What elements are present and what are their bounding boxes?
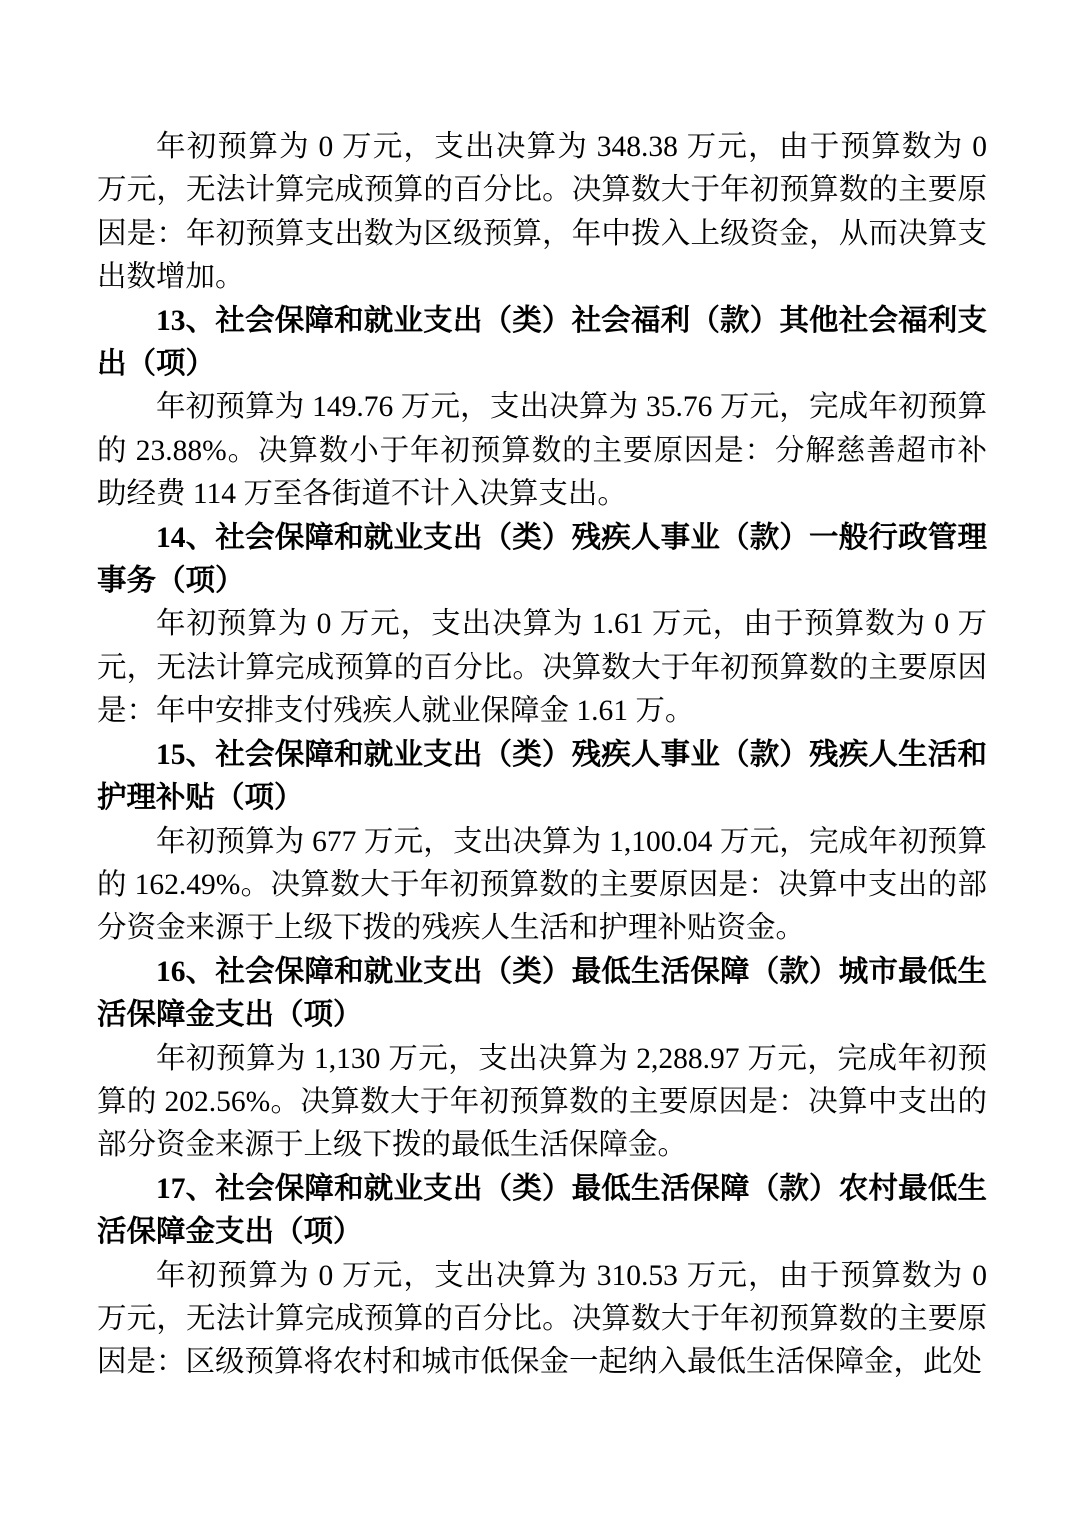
budget-paragraph-item16-detail: 年初预算为 1,130 万元，支出决算为 2,288.97 万元，完成年初预算的 202.56%。决算数大于年初预算数的主要原因是：决算中支出的部分资金来源于上级下拨的最低生活保障金。 <box>97 1042 987 1162</box>
document-body <box>97 126 987 1385</box>
section-heading-17: 17、社会保障和就业支出（类）最低生活保障（款）农村最低生活保障金支出（项） <box>97 1172 987 1249</box>
budget-paragraph-item13-detail: 年初预算为 149.76 万元，支出决算为 35.76 万元，完成年初预算的 23.88%。决算数小于年初预算数的主要原因是：分解慈善超市补助经费 114 万至各街道不计入决算支出。 <box>97 391 987 511</box>
section-heading-14: 14、社会保障和就业支出（类）残疾人事业（款）一般行政管理事务（项） <box>97 521 987 598</box>
section-heading-16: 16、社会保障和就业支出（类）最低生活保障（款）城市最低生活保障金支出（项） <box>97 955 987 1032</box>
budget-paragraph-item17-detail: 年初预算为 0 万元，支出决算为 310.53 万元，由于预算数为 0 万元，无法计算完成预算的百分比。决算数大于年初预算数的主要原因是：区级预算将农村和城市低保金一起纳入最低生活保障金，此处 <box>97 1259 987 1379</box>
budget-paragraph-item12-detail: 年初预算为 0 万元，支出决算为 348.38 万元，由于预算数为 0 万元，无法计算完成预算的百分比。决算数大于年初预算数的主要原因是：年初预算支出数为区级预算，年中拨入上级资金，从而决算支出数增加。 <box>97 131 987 294</box>
section-heading-13: 13、社会保障和就业支出（类）社会福利（款）其他社会福利支出（项） <box>97 304 987 381</box>
budget-paragraph-item15-detail: 年初预算为 677 万元，支出决算为 1,100.04 万元，完成年初预算的 162.49%。决算数大于年初预算数的主要原因是：决算中支出的部分资金来源于上级下拨的残疾人生活和护理补贴资金。 <box>97 825 987 945</box>
section-heading-15: 15、社会保障和就业支出（类）残疾人事业（款）残疾人生活和护理补贴（项） <box>97 738 987 815</box>
budget-paragraph-item14-detail: 年初预算为 0 万元，支出决算为 1.61 万元，由于预算数为 0 万元，无法计算完成预算的百分比。决算数大于年初预算数的主要原因是：年中安排支付残疾人就业保障金 1.61 万。 <box>97 608 987 728</box>
